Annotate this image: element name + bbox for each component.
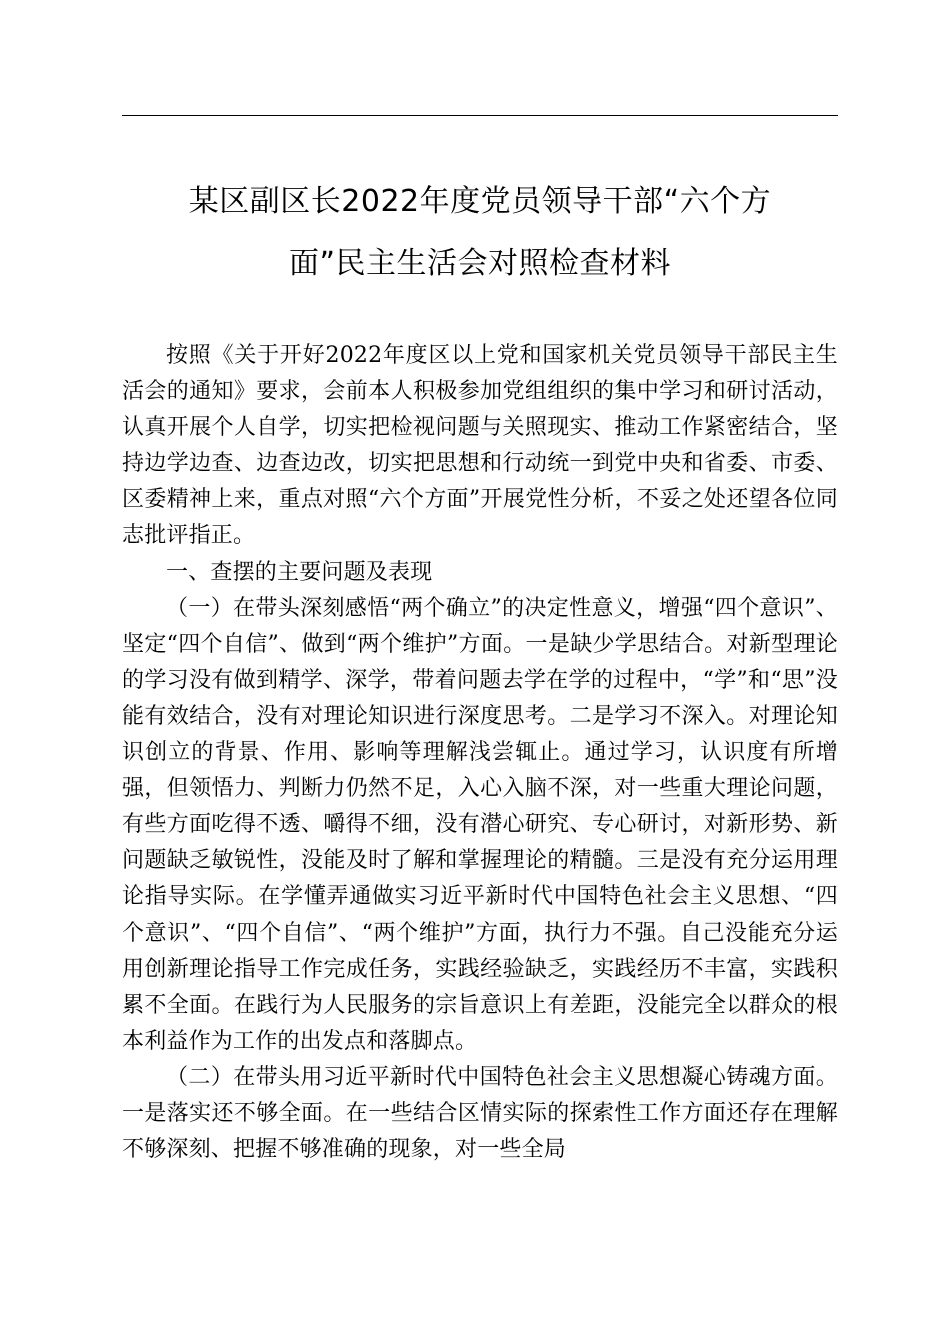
- section-heading: 一、查摆的主要问题及表现: [166, 559, 433, 585]
- subsection-1-paragraph: （一）在带头深刻感悟“两个确立”的决定性意义，增强“四个意识”、坚定“四个自信”、做到“两个维护”方面。一是缺少学思结合。对新型理论的学习没有做到精学、深学，带着问题去学在学的过程中，“学”和“思”没能有效结合，没有对理论知识进行深度思考。二是学习不深入。对理论知识创立的背景、作用、影响等理解浅尝辄止。通过学习，认识度有所增强，但领悟力、判断力仍然不足，入心入脑不深，对一些重大理论问题，有些方面吃得不透、嚼得不细，没有潜心研究、专心研讨，对新形势、新问题缺乏敏锐性，没能及时了解和掌握理论的精髓。三是没有充分运用理论指导实际。在学懂弄通做实习近平新时代中国特色社会主义思想、“四个意识”、“四个自信”、“两个维护”方面，执行力不强。自己没能充分运用创新理论指导工作完成任务，实践经验缺乏，实践经历不丰富，实践积累不全面。在践行为人民服务的宗旨意识上有差距，没能完全以群众的根本利益作为工作的出发点和落脚点。: [122, 595, 838, 1054]
- title-line-1: 某区副区长2022年度党员领导干部“六个方: [188, 184, 772, 219]
- title-line-2: 面”民主生活会对照检查材料: [288, 246, 672, 281]
- subsection-2-paragraph: （二）在带头用习近平新时代中国特色社会主义思想凝心铸魂方面。一是落实还不够全面。在一些结合区情实际的探索性工作方面还存在理解不够深刻、把握不够准确的现象，对一些全局: [122, 1064, 838, 1163]
- document-title: [122, 171, 838, 295]
- intro-paragraph: 按照《关于开好2022年度区以上党和国家机关党员领导干部民主生活会的通知》要求，会前本人积极参加党组组织的集中学习和研讨活动，认真开展个人自学，切实把检视问题与关照现实、推动工作紧密结合，坚持边学边查、边查边改，切实把思想和行动统一到党中央和省委、市委、区委精神上来，重点对照“六个方面”开展党性分析，不妥之处还望各位同志批评指正。: [122, 343, 838, 549]
- document-body: [122, 338, 838, 1168]
- header-rule: [122, 115, 838, 116]
